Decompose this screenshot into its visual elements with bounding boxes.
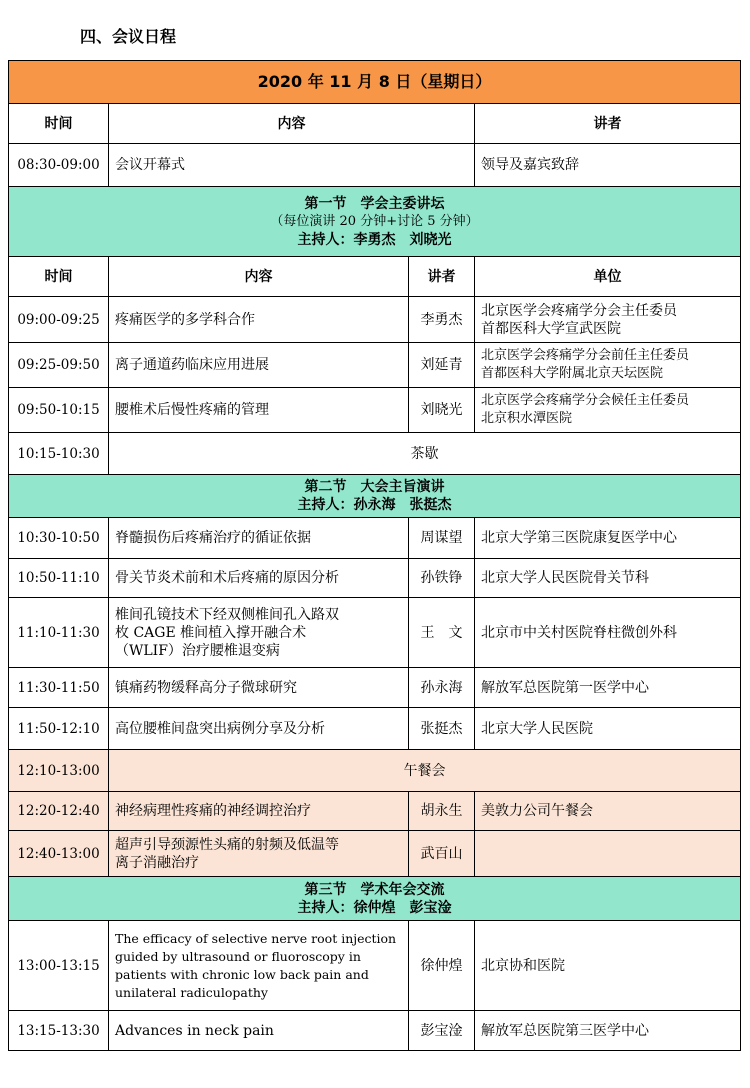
header-speaker: 讲者 [475, 104, 741, 144]
content-cell: 高位腰椎间盘突出病例分享及分析 [109, 708, 409, 750]
unit-cell: 北京大学人民医院 [475, 708, 741, 750]
section-title: 第二节 大会主旨演讲 [304, 479, 445, 495]
section-hosts: 主持人：孙永海 张挺杰 [297, 497, 452, 513]
table-row [9, 921, 741, 1011]
speaker-cell: 孙铁铮 [409, 559, 475, 598]
content-cell: 会议开幕式 [109, 144, 475, 187]
content-line: （WLIF）治疗腰椎退变病 [115, 642, 280, 659]
unit-cell: 美敦力公司午餐会 [475, 792, 741, 831]
header-row-2 [9, 257, 741, 297]
time-cell: 10:30-10:50 [9, 518, 109, 559]
table-row [9, 598, 741, 668]
content-line: 椎间孔镜技术下经双侧椎间孔入路双 [115, 606, 339, 623]
section-1-header [9, 187, 741, 257]
speaker-cell: 孙永海 [409, 668, 475, 708]
time-cell: 13:15-13:30 [9, 1011, 109, 1051]
content-line: unilateral radiculopathy [115, 984, 268, 1000]
unit-line: 北京医学会疼痛学分会候任主任委员 [481, 393, 690, 408]
opening-row [9, 144, 741, 187]
unit-cell [475, 831, 741, 877]
unit-line: 北京医学会疼痛学分会主任委员 [481, 302, 677, 319]
section-hosts: 主持人：徐仲煌 彭宝淦 [297, 899, 452, 916]
content-cell [109, 598, 409, 668]
speaker-cell: 领导及嘉宾致辞 [475, 144, 741, 187]
unit-cell [475, 388, 741, 433]
unit-cell [475, 297, 741, 343]
time-cell: 12:40-13:00 [9, 831, 109, 877]
speaker-cell: 武百山 [409, 831, 475, 877]
speaker-cell: 徐仲煌 [409, 921, 475, 1011]
content-cell: 疼痛医学的多学科合作 [109, 297, 409, 343]
unit-cell: 解放军总医院第一医学中心 [475, 668, 741, 708]
unit-cell: 北京市中关村医院脊柱微创外科 [475, 598, 741, 668]
header-time: 时间 [9, 104, 109, 144]
unit-cell [475, 343, 741, 388]
time-cell: 11:10-11:30 [9, 598, 109, 668]
section-hosts: 主持人：李勇杰 刘晓光 [297, 231, 452, 248]
section-title: 第三节 学术年会交流 [304, 881, 445, 898]
speaker-cell: 周谋望 [409, 518, 475, 559]
table-row [9, 559, 741, 598]
table-row [9, 1011, 741, 1051]
header-content: 内容 [109, 257, 409, 297]
header-time: 时间 [9, 257, 109, 297]
section-3-header [9, 877, 741, 921]
header-row [9, 104, 741, 144]
speaker-cell: 彭宝淦 [409, 1011, 475, 1051]
content-line: The efficacy of selective nerve root injection [115, 930, 397, 946]
time-cell: 11:50-12:10 [9, 708, 109, 750]
header-content: 内容 [109, 104, 475, 144]
unit-cell: 北京协和医院 [475, 921, 741, 1011]
time-cell: 08:30-09:00 [9, 144, 109, 187]
break-label: 茶歇 [109, 433, 741, 475]
unit-line: 首都医科大学宣武医院 [481, 320, 621, 337]
unit-line: 北京积水潭医院 [481, 411, 573, 426]
lunch-label: 午餐会 [109, 750, 741, 792]
table-row [9, 343, 741, 388]
date-title: 2020 年 11 月 8 日（星期日） [9, 61, 741, 104]
time-cell: 09:50-10:15 [9, 388, 109, 433]
time-cell: 13:00-13:15 [9, 921, 109, 1011]
table-row [9, 518, 741, 559]
content-cell: 离子通道药临床应用进展 [109, 343, 409, 388]
time-cell: 09:00-09:25 [9, 297, 109, 343]
table-row [9, 708, 741, 750]
content-line: 枚 CAGE 椎间植入撑开融合术 [115, 624, 307, 641]
content-cell: 脊髓损伤后疼痛治疗的循证依据 [109, 518, 409, 559]
date-row [9, 61, 741, 104]
content-line: guided by ultrasound or fluoroscopy in [115, 948, 361, 964]
speaker-cell: 王 文 [409, 598, 475, 668]
section-2-header [9, 475, 741, 518]
unit-cell: 北京大学人民医院骨关节科 [475, 559, 741, 598]
time-cell: 09:25-09:50 [9, 343, 109, 388]
time-cell: 12:10-13:00 [9, 750, 109, 792]
unit-cell: 北京大学第三医院康复医学中心 [475, 518, 741, 559]
table-row [9, 668, 741, 708]
time-cell: 10:50-11:10 [9, 559, 109, 598]
section-subtitle: （每位演讲 20 分钟+讨论 5 分钟） [270, 213, 479, 229]
unit-line: 北京医学会疼痛学分会前任主任委员 [481, 348, 690, 363]
time-cell: 12:20-12:40 [9, 792, 109, 831]
speaker-cell: 张挺杰 [409, 708, 475, 750]
break-row [9, 433, 741, 475]
content-line: 离子消融治疗 [115, 854, 199, 871]
speaker-cell: 刘晓光 [409, 388, 475, 433]
content-cell: 腰椎术后慢性疼痛的管理 [109, 388, 409, 433]
content-cell: 骨关节炎术前和术后疼痛的原因分析 [109, 559, 409, 598]
lunch-row [9, 750, 741, 792]
content-cell: 镇痛药物缓释高分子微球研究 [109, 668, 409, 708]
schedule-table [8, 60, 741, 1051]
unit-cell: 解放军总医院第三医学中心 [475, 1011, 741, 1051]
content-cell [109, 921, 409, 1011]
time-cell: 10:15-10:30 [9, 433, 109, 475]
header-speaker: 讲者 [409, 257, 475, 297]
speaker-cell: 胡永生 [409, 792, 475, 831]
time-cell: 11:30-11:50 [9, 668, 109, 708]
content-line: 超声引导颈源性头痛的射频及低温等 [115, 836, 339, 853]
content-cell: Advances in neck pain [109, 1011, 409, 1051]
content-line: patients with chronic low back pain and [115, 966, 369, 982]
table-row [9, 792, 741, 831]
section-title: 第一节 学会主委讲坛 [304, 195, 445, 212]
unit-line: 首都医科大学附属北京天坛医院 [481, 366, 664, 381]
content-cell: 神经病理性疼痛的神经调控治疗 [109, 792, 409, 831]
header-unit: 单位 [475, 257, 741, 297]
speaker-cell: 李勇杰 [409, 297, 475, 343]
table-row [9, 297, 741, 343]
content-cell [109, 831, 409, 877]
page-heading: 四、会议日程 [80, 27, 177, 46]
table-row [9, 831, 741, 877]
speaker-cell: 刘延青 [409, 343, 475, 388]
table-row [9, 388, 741, 433]
